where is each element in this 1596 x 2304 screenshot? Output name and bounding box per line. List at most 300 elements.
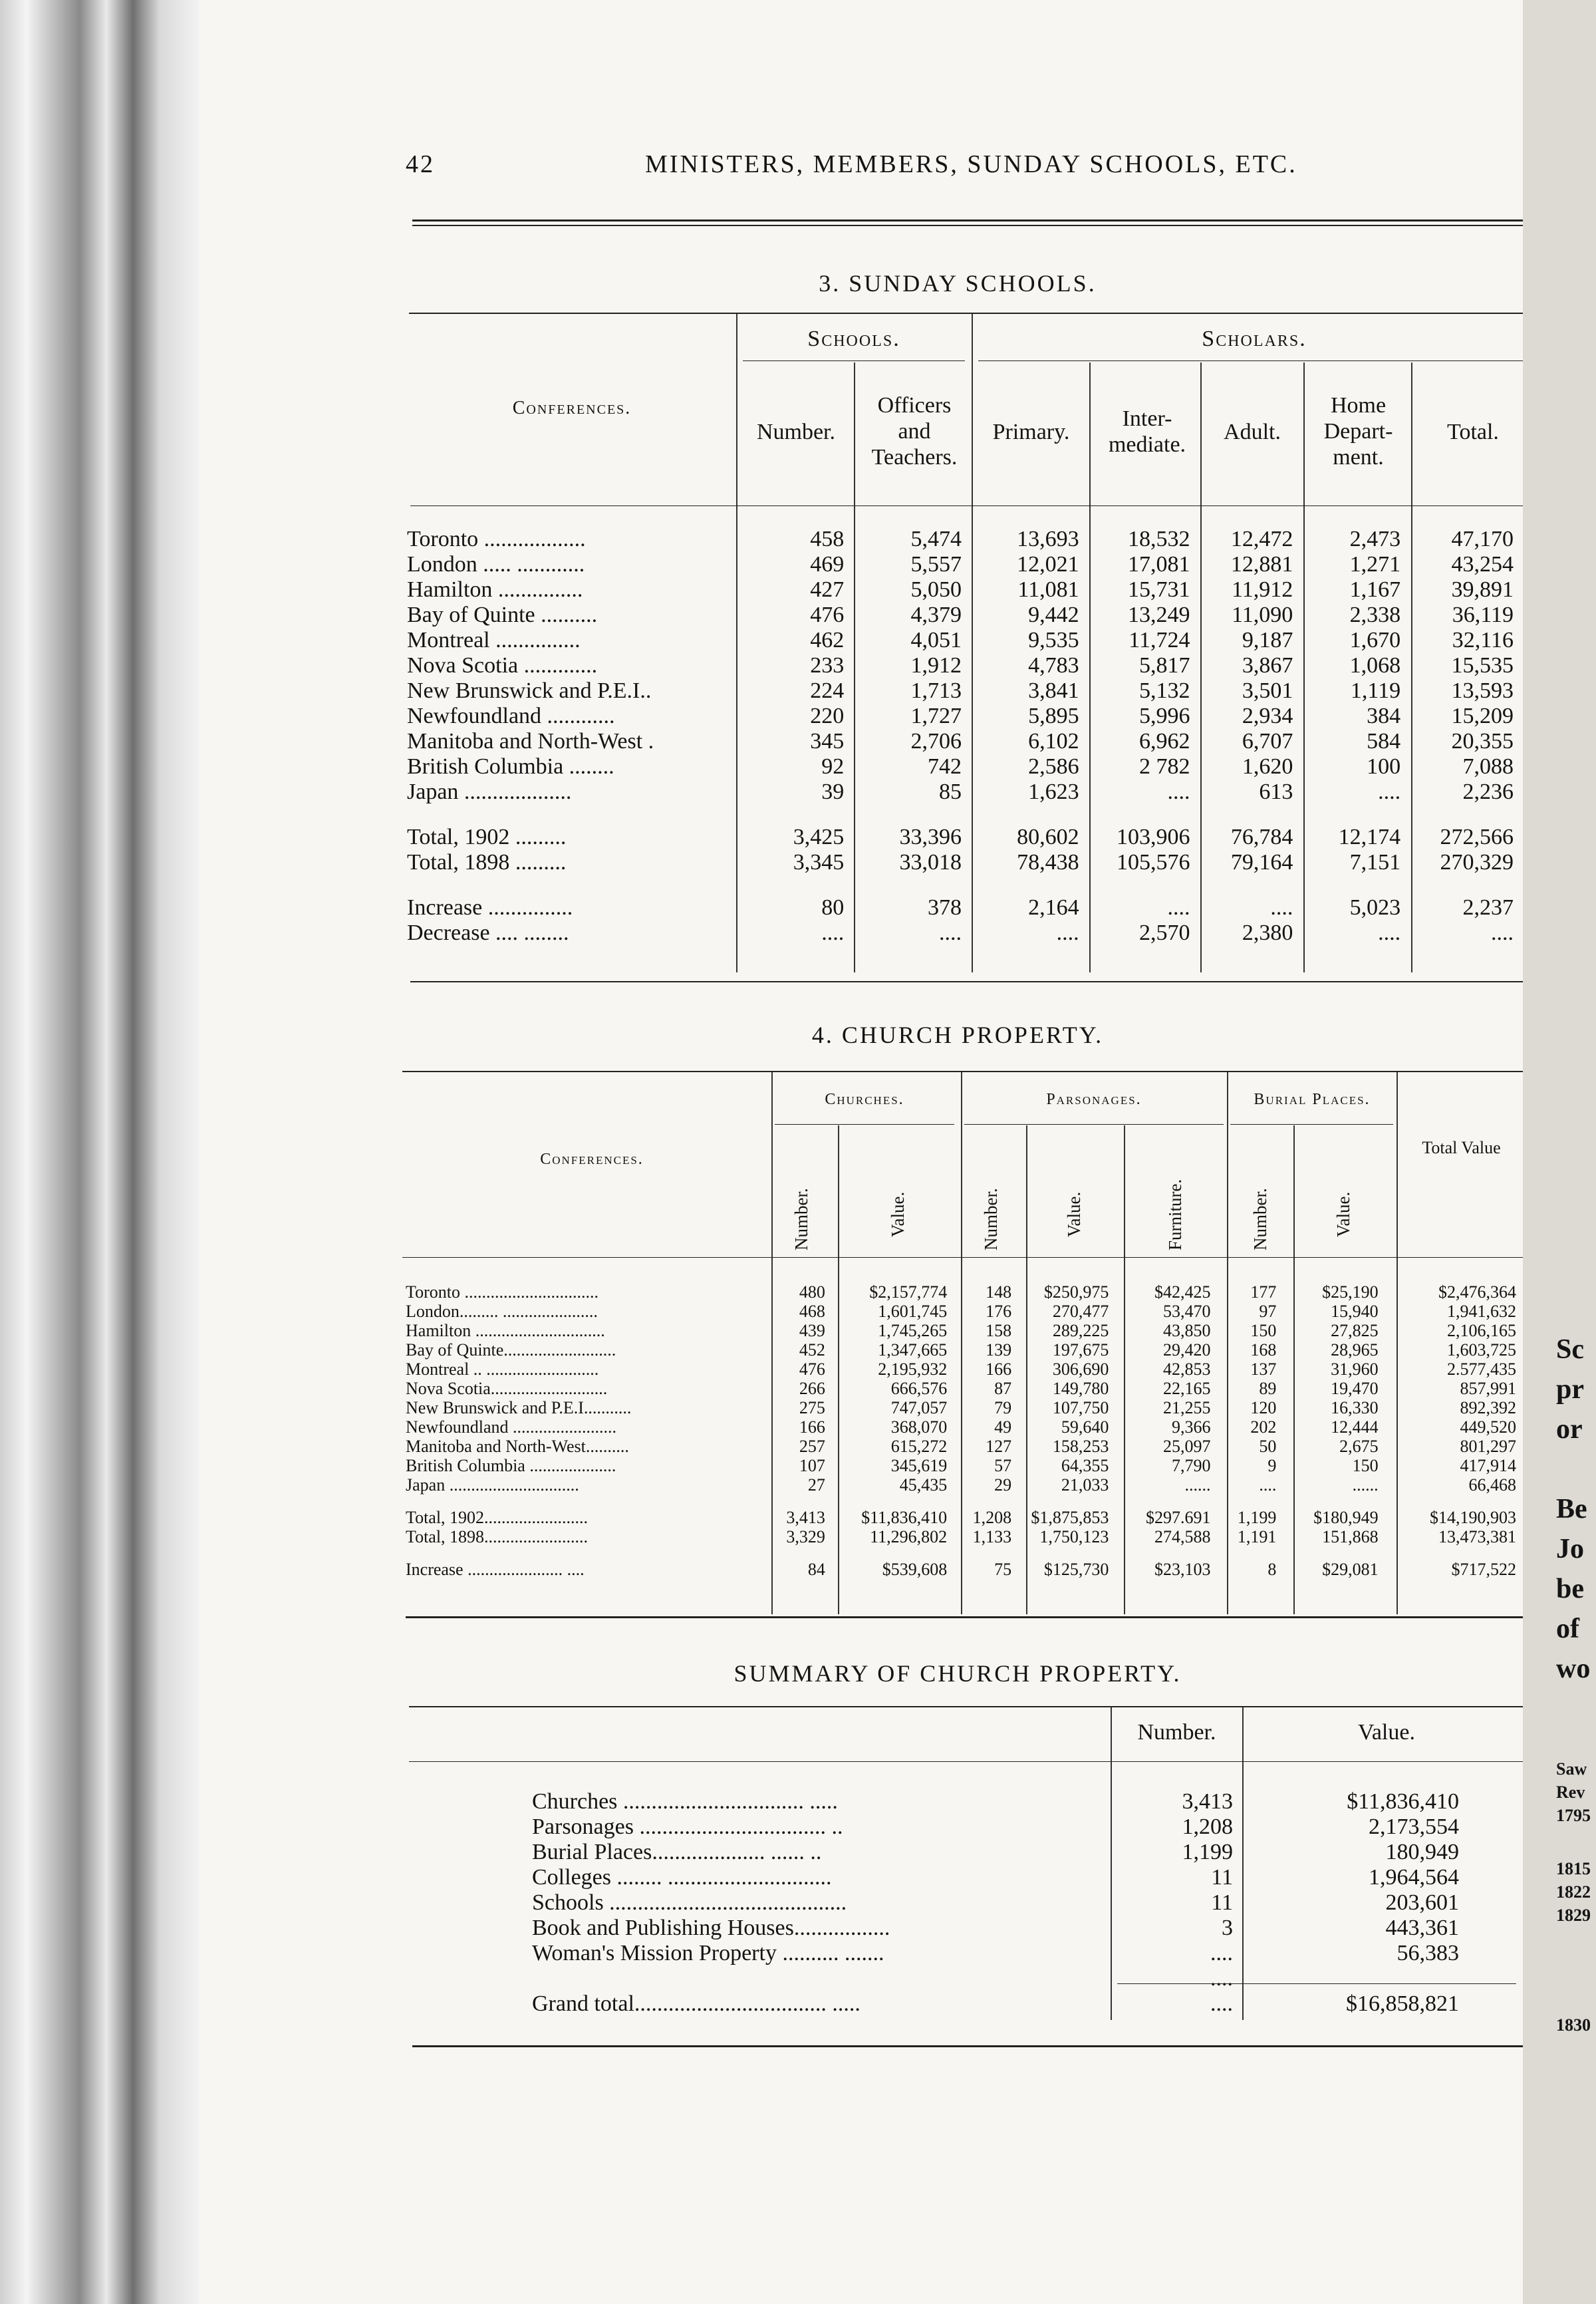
cell-value: 50 <box>1259 1437 1277 1456</box>
cp-bottom-rule <box>406 1616 1523 1618</box>
cell-value: 272,566 <box>1440 825 1514 849</box>
cell-value: $23,103 <box>1154 1560 1211 1579</box>
summary-row <box>532 1941 1468 1966</box>
cell-value: 22,165 <box>1163 1379 1211 1398</box>
cell-value: 13,693 <box>1017 527 1079 551</box>
row-label: Bay of Quinte .......... <box>407 603 598 627</box>
cell-value: 801,297 <box>1460 1437 1516 1456</box>
cell-value: 13,473,381 <box>1438 1527 1516 1546</box>
cell-value: 151,868 <box>1322 1527 1379 1546</box>
page-number: 42 <box>406 150 435 178</box>
cell-value: 45,435 <box>899 1475 948 1495</box>
cell-value: $2,157,774 <box>869 1282 948 1302</box>
cell-value: $717,522 <box>1451 1560 1516 1579</box>
cell-value: 12,444 <box>1331 1417 1379 1437</box>
cell-value: 168 <box>1250 1340 1277 1360</box>
cell-value: 2,473 <box>1349 527 1401 551</box>
row-label: Increase ............... <box>407 895 573 920</box>
cell-value: $125,730 <box>1043 1560 1109 1579</box>
cell-value: 6,962 <box>1139 729 1190 754</box>
cell-value: .... <box>821 921 845 945</box>
cp-furniture-header: Furniture. <box>1165 1179 1185 1250</box>
cell-value: 3,425 <box>793 825 845 849</box>
cell-number: .... <box>1210 1966 1233 1991</box>
summary-table <box>532 1789 1468 2017</box>
total-row <box>407 850 1523 875</box>
cell-value: 275 <box>799 1398 825 1417</box>
cell-value: 27 <box>807 1475 825 1495</box>
cell-value: 166 <box>986 1360 1012 1379</box>
cell-value: 203,601 <box>1385 1890 1459 1915</box>
cp-conferences-header: Conferences. <box>540 1151 644 1168</box>
cell-value: $297.691 <box>1146 1508 1211 1527</box>
facing-text: Rev <box>1556 1783 1585 1802</box>
row-label <box>532 1966 1111 1991</box>
cell-value: 233 <box>810 653 845 678</box>
cell-value: $25,190 <box>1322 1282 1379 1302</box>
cell-value: 613 <box>1259 780 1293 804</box>
cell-value: $1,875,853 <box>1031 1508 1109 1527</box>
cell-value: 345 <box>810 729 845 754</box>
cell-value: 2,934 <box>1242 704 1293 728</box>
ss-scholars-header: Scholars. <box>1202 327 1307 351</box>
cell-value: 449,520 <box>1460 1417 1516 1437</box>
cell-value: 107 <box>799 1456 825 1475</box>
cell-value: 29,420 <box>1163 1340 1211 1360</box>
cell-value: 7,088 <box>1462 754 1514 779</box>
table-row <box>406 1379 1523 1398</box>
cell-value: 1,623 <box>1028 780 1079 804</box>
row-label: Japan .............................. <box>406 1475 579 1495</box>
row-label: Total, 1902 ......... <box>407 825 567 849</box>
cell-value: 66,468 <box>1468 1475 1516 1495</box>
cell-number: 3 <box>1222 1916 1233 1940</box>
cell-value: 127 <box>986 1437 1012 1456</box>
cell-value: 5,050 <box>910 577 962 602</box>
cell-value: 158 <box>986 1321 1012 1340</box>
cell-value: 148 <box>986 1282 1012 1302</box>
cell-value: 43,254 <box>1451 552 1514 577</box>
cell-value: 57 <box>994 1456 1012 1475</box>
cell-value: 417,914 <box>1460 1456 1516 1475</box>
cell-value: 742 <box>927 754 962 779</box>
cell-value: 266 <box>799 1379 825 1398</box>
cell-value: 476 <box>799 1360 825 1379</box>
summary-row <box>532 1865 1468 1890</box>
cell-value: 47,170 <box>1451 527 1514 551</box>
cell-value: 7,151 <box>1349 850 1401 875</box>
cell-value: 5,557 <box>910 552 962 577</box>
cell-value: 289,225 <box>1052 1321 1109 1340</box>
cell-value: 270,329 <box>1440 850 1514 875</box>
total-row <box>406 1508 1523 1527</box>
table-row <box>407 678 1523 704</box>
cell-value: 5,895 <box>1028 704 1079 728</box>
ss-group-rule <box>743 360 965 361</box>
cell-value: 107,750 <box>1052 1398 1109 1417</box>
cell-value: 15,535 <box>1451 653 1514 678</box>
row-label: New Brunswick and P.E.I.. <box>407 678 652 703</box>
increase-row <box>406 1560 1523 1579</box>
cell-value: 11,081 <box>1017 577 1079 602</box>
cell-value: $11,836,410 <box>1347 1789 1459 1814</box>
cell-value: ...... <box>1352 1475 1379 1495</box>
row-label: Total, 1898 ......... <box>407 850 567 875</box>
row-label: British Columbia ........ <box>407 754 614 779</box>
row-label: British Columbia .................... <box>406 1456 616 1475</box>
cell-value: 378 <box>927 895 962 920</box>
row-label: Churches ................................ ..... <box>532 1789 838 1814</box>
cell-number: 1,199 <box>1182 1840 1233 1864</box>
table-row <box>407 628 1523 653</box>
cell-value: 1,620 <box>1242 754 1293 779</box>
cell-value: 76,784 <box>1230 825 1293 849</box>
cell-value: .... <box>1270 895 1293 920</box>
cell-value: .... <box>1491 921 1514 945</box>
cell-value: 1,199 <box>1237 1508 1277 1527</box>
ss-top-rule <box>409 313 1523 314</box>
cell-value: 79 <box>994 1398 1012 1417</box>
facing-text: of <box>1556 1614 1579 1644</box>
cell-value: $29,081 <box>1322 1560 1379 1579</box>
cell-value: 150 <box>1250 1321 1277 1340</box>
table-row <box>407 754 1523 780</box>
row-label: Total, 1902........................ <box>406 1508 589 1527</box>
cell-value: 15,940 <box>1331 1302 1379 1321</box>
cp-churches-value-header: Value. <box>888 1191 908 1237</box>
cell-value: 9,366 <box>1172 1417 1211 1437</box>
cell-value: 1,727 <box>910 704 962 728</box>
cell-value: 4,379 <box>910 603 962 627</box>
cell-value: .... <box>1378 780 1401 804</box>
cell-value: ...... <box>1184 1475 1211 1495</box>
church-property-title: 4. CHURCH PROPERTY. <box>811 1022 1104 1048</box>
cell-value: 480 <box>799 1282 825 1302</box>
row-label: Manitoba and North-West.......... <box>406 1437 629 1456</box>
cell-value: 9,442 <box>1028 603 1079 627</box>
cell-value: 2,675 <box>1339 1437 1379 1456</box>
summary-row <box>532 1916 1468 1941</box>
cell-value: 224 <box>810 678 845 703</box>
cell-value: 15,209 <box>1451 704 1514 728</box>
cell-value: $14,190,903 <box>1430 1508 1516 1527</box>
cell-number: 1,208 <box>1182 1814 1233 1839</box>
spacer-row <box>406 1546 1523 1560</box>
running-head: MINISTERS, MEMBERS, SUNDAY SCHOOLS, ETC. <box>645 150 1297 178</box>
table-row <box>407 653 1523 678</box>
row-label: Schools .......................................... <box>532 1890 847 1915</box>
facing-text: Be <box>1556 1494 1587 1524</box>
cell-value: 53,470 <box>1163 1302 1211 1321</box>
cell-value: 84 <box>807 1560 825 1579</box>
cell-value: 33,018 <box>899 850 962 875</box>
row-label: Grand total.................................. ..... <box>532 1991 861 2016</box>
cell-value: 2,570 <box>1139 921 1190 945</box>
cell-value: 137 <box>1250 1360 1277 1379</box>
cell-value: 3,841 <box>1028 678 1079 703</box>
cell-value: 427 <box>810 577 845 602</box>
cell-value: 42,853 <box>1163 1360 1211 1379</box>
cell-value: 1,133 <box>972 1527 1012 1546</box>
row-label: Increase ...................... .... <box>406 1560 585 1579</box>
cell-value: 120 <box>1250 1398 1277 1417</box>
cell-value: 103,906 <box>1117 825 1190 849</box>
cell-value: 9 <box>1267 1456 1277 1475</box>
cell-value: 139 <box>986 1340 1012 1360</box>
facing-text: be <box>1556 1574 1584 1604</box>
facing-text: 1830 <box>1556 2015 1591 2035</box>
cell-value: 220 <box>810 704 845 728</box>
row-label: Nova Scotia........................... <box>406 1379 608 1398</box>
cell-value: 56,383 <box>1396 1941 1459 1965</box>
cell-value: .... <box>1167 895 1190 920</box>
cell-value: 747,057 <box>890 1398 948 1417</box>
cell-value: 2,586 <box>1028 754 1079 779</box>
cell-value: 150 <box>1352 1456 1379 1475</box>
cell-value: 12,174 <box>1338 825 1401 849</box>
cell-value: 2,236 <box>1462 780 1514 804</box>
cell-value: $42,425 <box>1154 1282 1211 1302</box>
cell-value: 87 <box>994 1379 1012 1398</box>
spacer-row <box>406 1495 1523 1508</box>
grand-total-row <box>532 1991 1468 2017</box>
cell-value: 2.577,435 <box>1447 1360 1516 1379</box>
cell-value: .... <box>1056 921 1079 945</box>
cell-value: 36,119 <box>1452 603 1514 627</box>
cell-value: 306,690 <box>1052 1360 1109 1379</box>
cell-value: 1,603,725 <box>1447 1340 1516 1360</box>
cell-value: 5,817 <box>1139 653 1190 678</box>
cell-value: 149,780 <box>1052 1379 1109 1398</box>
ss-adult-header: Adult. <box>1224 420 1281 444</box>
cell-value: .... <box>938 921 962 945</box>
change-row <box>407 895 1523 921</box>
summary-row <box>532 1966 1468 1991</box>
cell-value: 4,051 <box>910 628 962 652</box>
cell-value: 17,081 <box>1128 552 1190 577</box>
facing-text: 1815 <box>1556 1859 1591 1878</box>
cell-value: 11,724 <box>1129 628 1190 652</box>
cell-value: 1,941,632 <box>1447 1302 1516 1321</box>
cell-value: 2,195,932 <box>878 1360 948 1379</box>
total-row <box>406 1527 1523 1546</box>
cell-value: 6,707 <box>1242 729 1293 754</box>
cell-value: 5,023 <box>1349 895 1401 920</box>
table-row <box>407 704 1523 729</box>
table-row <box>407 780 1523 805</box>
row-label: New Brunswick and P.E.I........... <box>406 1398 632 1417</box>
cell-value: 27,825 <box>1331 1321 1379 1340</box>
header-rule <box>412 219 1523 221</box>
ss-home-header: Home Depart- ment. <box>1323 393 1393 470</box>
total-row <box>407 825 1523 850</box>
cell-value: 33,396 <box>899 825 962 849</box>
cell-value: 11,296,802 <box>870 1527 948 1546</box>
cell-value: 39 <box>821 780 845 804</box>
summary-total-rule <box>1117 1983 1516 1984</box>
cell-value: 476 <box>810 603 845 627</box>
table-row <box>407 552 1523 577</box>
table-row <box>407 577 1523 603</box>
row-label: Colleges ........ ............................. <box>532 1865 832 1890</box>
cell-value: 1,713 <box>910 678 962 703</box>
cp-top-rule <box>402 1071 1523 1072</box>
row-label: London......... ...................... <box>406 1302 598 1321</box>
cell-value: 2,338 <box>1349 603 1401 627</box>
cell-value: 468 <box>799 1302 825 1321</box>
cell-value: 29 <box>994 1475 1012 1495</box>
facing-text: 1829 <box>1556 1906 1591 1925</box>
cell-value: 1,068 <box>1349 653 1401 678</box>
cell-value: 16,330 <box>1331 1398 1379 1417</box>
cell-number: 11 <box>1211 1865 1233 1890</box>
cp-group-rule <box>1230 1124 1393 1125</box>
cp-churches-header: Churches. <box>825 1091 904 1108</box>
cell-value <box>1242 1966 1468 1991</box>
cell-value: 80,602 <box>1017 825 1079 849</box>
cell-value: 5,474 <box>910 527 962 551</box>
cell-value: 32,116 <box>1452 628 1514 652</box>
cell-value: 64,355 <box>1061 1456 1109 1475</box>
cell-number: 3,413 <box>1182 1789 1233 1814</box>
table-row <box>406 1398 1523 1417</box>
cell-value: 177 <box>1250 1282 1277 1302</box>
cell-value: 100 <box>1367 754 1401 779</box>
cell-value: 180,949 <box>1385 1840 1459 1864</box>
cell-value: 3,329 <box>786 1527 825 1546</box>
cell-value: 78,438 <box>1017 850 1079 875</box>
spacer-row <box>407 805 1523 825</box>
cell-value: 2,106,165 <box>1447 1321 1516 1340</box>
cell-value: 20,355 <box>1451 729 1514 754</box>
cell-value: 92 <box>821 754 845 779</box>
facing-text: Jo <box>1556 1534 1584 1564</box>
row-label: Hamilton ............... <box>407 577 583 602</box>
ss-number-header: Number. <box>756 420 836 444</box>
cell-value: 368,070 <box>890 1417 948 1437</box>
book-binding <box>0 0 200 2304</box>
cell-value: 2,237 <box>1462 895 1514 920</box>
cell-value: 1,271 <box>1349 552 1401 577</box>
cell-value: 2,173,554 <box>1369 1814 1459 1839</box>
row-label: Woman's Mission Property .......... ....... <box>532 1941 884 1965</box>
row-label: Toronto .................. <box>407 527 586 551</box>
cell-value: 1,208 <box>972 1508 1012 1527</box>
facing-page-edge <box>1523 0 1596 2304</box>
cell-value: 1,191 <box>1237 1527 1277 1546</box>
cell-value: 1,119 <box>1350 678 1401 703</box>
cell-value: 166 <box>799 1417 825 1437</box>
cell-value: 1,912 <box>910 653 962 678</box>
cell-value: 105,576 <box>1117 850 1190 875</box>
cell-value: 270,477 <box>1052 1302 1109 1321</box>
row-label: Montreal .. .......................... <box>406 1360 599 1379</box>
change-row <box>407 921 1523 946</box>
church-property-table <box>406 1282 1523 1579</box>
cell-value: 5,996 <box>1139 704 1190 728</box>
cell-value: 43,850 <box>1163 1321 1211 1340</box>
cell-value: 666,576 <box>890 1379 948 1398</box>
cell-value: 39,891 <box>1451 577 1514 602</box>
row-label: London ..... ............ <box>407 552 585 577</box>
ss-officers-header: Officers and Teachers. <box>871 393 958 470</box>
cell-value: 452 <box>799 1340 825 1360</box>
cell-value: 85 <box>938 780 962 804</box>
cell-value: 13,249 <box>1128 603 1190 627</box>
cell-value: $180,949 <box>1313 1508 1379 1527</box>
cell-value: .... <box>1378 921 1401 945</box>
cell-value: 892,392 <box>1460 1398 1516 1417</box>
cell-number: .... <box>1210 1941 1233 1965</box>
ss-conferences-header: Conferences. <box>512 398 632 418</box>
cell-value: 1,750,123 <box>1039 1527 1109 1546</box>
cell-value: $2,476,364 <box>1438 1282 1516 1302</box>
cell-value: 12,881 <box>1230 552 1293 577</box>
cell-value: $11,836,410 <box>861 1508 948 1527</box>
ss-total-header: Total. <box>1447 420 1499 444</box>
sunday-schools-table <box>407 527 1523 946</box>
cell-value: 2,164 <box>1028 895 1079 920</box>
cell-value: .... <box>1259 1475 1277 1495</box>
cell-value: 31,960 <box>1331 1360 1379 1379</box>
cell-value: 584 <box>1367 729 1401 754</box>
cell-value: 857,991 <box>1460 1379 1516 1398</box>
cell-value: 1,745,265 <box>878 1321 948 1340</box>
cell-value: 458 <box>810 527 845 551</box>
row-label: Nova Scotia ............. <box>407 653 598 678</box>
cell-value: 615,272 <box>890 1437 948 1456</box>
cell-value: 11,912 <box>1232 577 1293 602</box>
cell-value: 1,964,564 <box>1369 1865 1459 1890</box>
cell-value: 7,790 <box>1172 1456 1211 1475</box>
cell-value: $250,975 <box>1043 1282 1109 1302</box>
cell-value: 11,090 <box>1232 603 1293 627</box>
facing-text: or <box>1556 1414 1583 1445</box>
row-label: Book and Publishing Houses................. <box>532 1916 890 1940</box>
summary-title: SUMMARY OF CHURCH PROPERTY. <box>733 1660 1182 1687</box>
cell-value: 274,588 <box>1154 1527 1211 1546</box>
cell-value: 202 <box>1250 1417 1277 1437</box>
facing-text: Saw <box>1556 1759 1587 1779</box>
cell-value: $16,858,821 <box>1346 1991 1459 2016</box>
table-row <box>406 1282 1523 1302</box>
cell-value: 25,097 <box>1163 1437 1211 1456</box>
cp-parsonages-header: Parsonages. <box>1046 1091 1142 1108</box>
cp-burial-value-header: Value. <box>1333 1191 1353 1237</box>
row-label: Manitoba and North-West . <box>407 729 654 754</box>
cell-value: 3,501 <box>1242 678 1293 703</box>
ss-schools-header: Schools. <box>807 327 900 351</box>
table-row <box>406 1340 1523 1360</box>
table-row <box>406 1321 1523 1340</box>
row-label: Hamilton .............................. <box>406 1321 605 1340</box>
cell-number: .... <box>1210 1991 1233 2016</box>
summary-row <box>532 1840 1468 1865</box>
cell-value: 6,102 <box>1028 729 1079 754</box>
cp-parsonages-value-header: Value. <box>1064 1191 1084 1237</box>
facing-text: 1822 <box>1556 1882 1591 1902</box>
cp-group-rule <box>964 1124 1224 1125</box>
cell-value: 2,706 <box>910 729 962 754</box>
table-row <box>406 1475 1523 1495</box>
cp-header-rule <box>402 1257 1523 1258</box>
summary-bottom-rule <box>412 2045 1523 2047</box>
cell-value: 469 <box>810 552 845 577</box>
summary-header-rule <box>409 1761 1523 1762</box>
cp-burial-number-header: Number. <box>1250 1188 1270 1250</box>
row-label: Montreal ............... <box>407 628 581 652</box>
cell-value: $539,608 <box>882 1560 948 1579</box>
